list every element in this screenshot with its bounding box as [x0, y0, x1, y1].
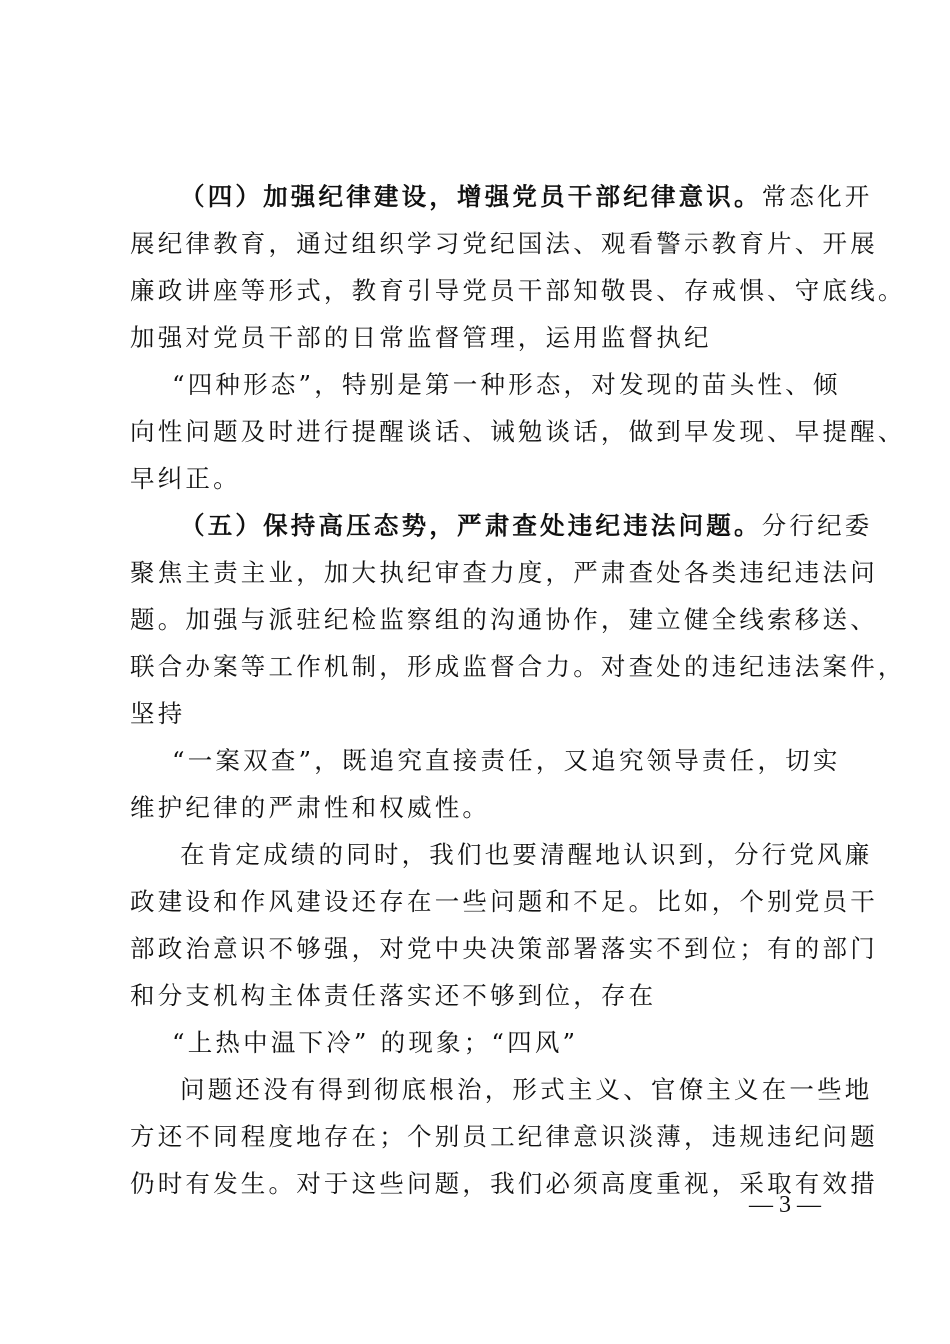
paragraph-4-text: 常态化开 — [761, 182, 873, 211]
paragraph-6-line-5: “上热中温下冷” 的现象；“四风” — [172, 1028, 579, 1057]
paragraph-4-line-7: 早纠正。 — [130, 464, 241, 493]
paragraph-5-line-3: 题。加强与派驻纪检监察组的沟通协作，建立健全线索移送、 — [130, 605, 878, 634]
paragraph-4-line-1 — [180, 180, 890, 214]
paragraph-4-line-2: 展纪律教育，通过组织学习党纪国法、观看警示教育片、开展 — [130, 229, 878, 258]
paragraph-6-line-7: 方还不同程度地存在；个别员工纪律意识淡薄，违规违纪问题 — [130, 1122, 878, 1151]
paragraph-5-line-6: “一案双查”，既追究直接责任，又追究领导责任，切实 — [172, 746, 841, 775]
paragraph-4-line-6: 向性问题及时进行提醒谈话、诫勉谈话，做到早发现、早提醒、 — [130, 417, 906, 446]
page-number: — 3 — — [749, 1192, 821, 1218]
paragraph-5-line-1 — [180, 509, 890, 543]
paragraph-6-line-3: 部政治意识不够强，对党中央决策部署落实不到位；有的部门 — [130, 934, 878, 963]
paragraph-5-line-2: 聚焦主责主业，加大执纪审查力度，严肃查处各类违纪违法问 — [130, 558, 878, 587]
paragraph-6-line-6: 问题还没有得到彻底根治，形式主义、官僚主义在一些地 — [180, 1075, 873, 1104]
paragraph-5-line-5: 坚持 — [130, 699, 186, 728]
paragraph-6-line-4: 和分支机构主体责任落实还不够到位，存在 — [130, 981, 657, 1010]
paragraph-5-line-4: 联合办案等工作机制，形成监督合力。对查处的违纪违法案件， — [130, 652, 906, 681]
paragraph-4-line-3: 廉政讲座等形式，教育引导党员干部知敬畏、存戒惧、守底线。 — [130, 276, 906, 305]
paragraph-4-line-5: “四种形态”，特别是第一种形态，对发现的苗头性、倾 — [172, 370, 841, 399]
paragraph-5-text: 分行纪委 — [761, 511, 873, 540]
paragraph-6-line-2: 政建设和作风建设还存在一些问题和不足。比如，个别党员干 — [130, 887, 878, 916]
paragraph-6-line-1: 在肯定成绩的同时，我们也要清醒地认识到，分行党风廉 — [180, 840, 873, 869]
paragraph-6-line-8: 仍时有发生。对于这些问题，我们必须高度重视，采取有效措 — [130, 1169, 878, 1198]
paragraph-4-heading: （四）加强纪律建设，增强党员干部纪律意识。 — [180, 182, 762, 211]
paragraph-5-line-7: 维护纪律的严肃性和权威性。 — [130, 793, 491, 822]
paragraph-5-heading: （五）保持高压态势，严肃查处违纪违法问题。 — [180, 511, 762, 540]
paragraph-4-line-4: 加强对党员干部的日常监督管理，运用监督执纪 — [130, 323, 712, 352]
